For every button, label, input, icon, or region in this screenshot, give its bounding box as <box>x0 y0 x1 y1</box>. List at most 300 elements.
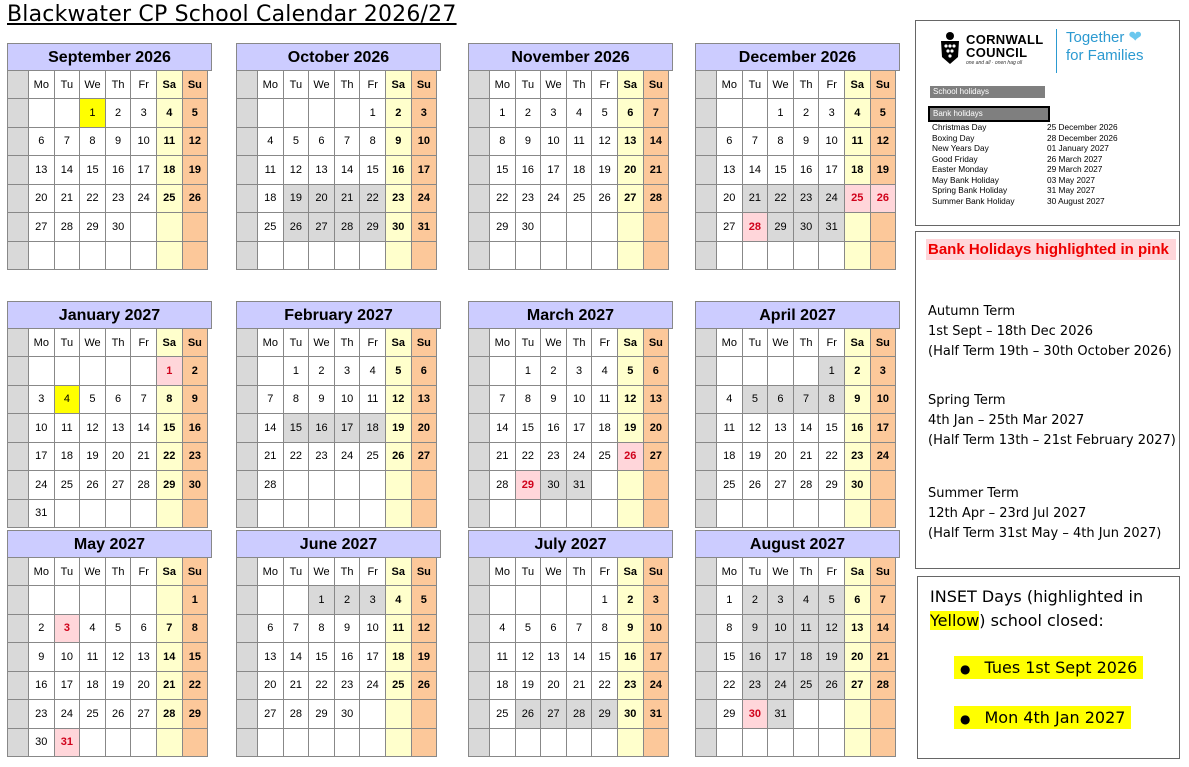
day-cell: 22 <box>157 443 183 472</box>
inset-title-a: INSET Days <box>930 587 1022 606</box>
weekday-label: Su <box>183 329 209 357</box>
empty-day-cell <box>309 471 335 500</box>
day-cell: 20 <box>644 414 670 443</box>
day-cell: 27 <box>768 471 794 500</box>
bank-holiday-date: 28 December 2026 <box>1047 132 1118 143</box>
day-cell: 27 <box>29 213 55 242</box>
day-cell: 22 <box>80 185 106 214</box>
weekday-label: Fr <box>592 558 618 586</box>
day-cell: 28 <box>567 700 593 729</box>
empty-day-cell <box>157 213 183 242</box>
empty-day-cell <box>490 729 516 758</box>
empty-day-cell <box>106 586 132 615</box>
day-cell: 10 <box>131 128 157 157</box>
week-number-cell <box>8 586 29 615</box>
day-cell: 7 <box>871 586 897 615</box>
day-cell: 24 <box>541 185 567 214</box>
day-cell: 26 <box>412 672 438 701</box>
week-number-cell <box>469 71 490 99</box>
heart-icon: ❤ <box>1128 29 1142 46</box>
day-cell: 31 <box>55 729 81 758</box>
weekday-label: Mo <box>490 329 516 357</box>
weekday-label: Mo <box>490 71 516 99</box>
day-cell: 24 <box>819 185 845 214</box>
day-cell: 14 <box>335 156 361 185</box>
tff-line2: for Families <box>1066 47 1144 64</box>
day-cell: 27 <box>106 471 132 500</box>
empty-day-cell <box>29 99 55 128</box>
inset-title-c: Yellow <box>930 611 980 630</box>
day-cell: 19 <box>516 672 542 701</box>
day-cell: 19 <box>871 156 897 185</box>
day-cell: 11 <box>258 156 284 185</box>
day-cell: 2 <box>309 357 335 386</box>
week-number-cell <box>8 672 29 701</box>
weekday-label: Mo <box>29 329 55 357</box>
day-cell: 31 <box>768 700 794 729</box>
day-cell: 25 <box>717 471 743 500</box>
empty-day-cell <box>183 500 209 529</box>
day-cell: 22 <box>490 185 516 214</box>
empty-day-cell <box>541 729 567 758</box>
day-cell: 25 <box>80 700 106 729</box>
day-cell: 6 <box>644 357 670 386</box>
day-cell: 8 <box>183 615 209 644</box>
day-cell: 22 <box>360 185 386 214</box>
day-cell: 17 <box>29 443 55 472</box>
day-cell: 15 <box>284 414 310 443</box>
day-cell: 3 <box>131 99 157 128</box>
day-cell: 7 <box>131 386 157 415</box>
weekday-label: Su <box>644 329 670 357</box>
day-cell: 24 <box>131 185 157 214</box>
bank-holidays-label: Bank holidays <box>930 108 1048 120</box>
day-cell: 2 <box>29 615 55 644</box>
week-number-cell <box>237 672 258 701</box>
day-cell: 9 <box>309 386 335 415</box>
empty-day-cell <box>157 586 183 615</box>
weekday-label: Tu <box>516 558 542 586</box>
day-cell: 15 <box>157 414 183 443</box>
day-cell: 5 <box>592 99 618 128</box>
empty-day-cell <box>516 242 542 271</box>
day-cell: 22 <box>309 672 335 701</box>
month-calendar <box>468 301 673 528</box>
day-cell: 24 <box>644 672 670 701</box>
week-number-cell <box>696 213 717 242</box>
day-cell: 21 <box>490 443 516 472</box>
weekday-label: Th <box>106 329 132 357</box>
bank-holiday-panel <box>915 20 1180 226</box>
month-calendar <box>695 530 900 757</box>
empty-day-cell <box>106 729 132 758</box>
day-cell: 21 <box>644 156 670 185</box>
empty-day-cell <box>412 500 438 529</box>
day-cell: 20 <box>309 185 335 214</box>
empty-day-cell <box>794 729 820 758</box>
inset-day-text: Tues 1st Sept 2026 <box>984 658 1138 677</box>
empty-day-cell <box>284 500 310 529</box>
day-cell: 18 <box>258 185 284 214</box>
day-cell: 8 <box>717 615 743 644</box>
weekday-label: Tu <box>284 329 310 357</box>
day-cell: 15 <box>516 414 542 443</box>
empty-day-cell <box>819 242 845 271</box>
day-cell: 1 <box>80 99 106 128</box>
day-cell: 8 <box>360 128 386 157</box>
weekday-label: Sa <box>845 558 871 586</box>
empty-day-cell <box>768 729 794 758</box>
day-cell: 7 <box>284 615 310 644</box>
day-cell: 9 <box>743 615 769 644</box>
day-cell: 14 <box>157 643 183 672</box>
empty-day-cell <box>386 500 412 529</box>
day-cell: 17 <box>55 672 81 701</box>
empty-day-cell <box>871 471 897 500</box>
day-cell: 25 <box>592 443 618 472</box>
week-number-cell <box>696 329 717 357</box>
day-cell: 4 <box>490 615 516 644</box>
day-cell: 27 <box>131 700 157 729</box>
day-cell: 14 <box>567 643 593 672</box>
week-number-cell <box>8 643 29 672</box>
day-cell: 16 <box>309 414 335 443</box>
day-cell: 1 <box>284 357 310 386</box>
day-cell: 12 <box>618 386 644 415</box>
week-number-cell <box>696 185 717 214</box>
week-number-cell <box>237 729 258 758</box>
day-cell: 17 <box>644 643 670 672</box>
day-cell: 19 <box>284 185 310 214</box>
day-cell: 5 <box>80 386 106 415</box>
day-cell: 19 <box>106 672 132 701</box>
day-cell: 10 <box>412 128 438 157</box>
empty-day-cell <box>516 500 542 529</box>
day-cell: 12 <box>743 414 769 443</box>
week-number-cell <box>8 558 29 586</box>
day-cell: 18 <box>386 643 412 672</box>
day-cell: 3 <box>335 357 361 386</box>
day-cell: 24 <box>567 443 593 472</box>
empty-day-cell <box>55 242 81 271</box>
empty-day-cell <box>386 729 412 758</box>
empty-day-cell <box>490 242 516 271</box>
day-cell: 21 <box>157 672 183 701</box>
empty-day-cell <box>794 500 820 529</box>
day-cell: 3 <box>412 99 438 128</box>
day-cell: 30 <box>335 700 361 729</box>
day-cell: 26 <box>819 672 845 701</box>
inset-day-item <box>954 706 1131 729</box>
weekday-label: We <box>541 558 567 586</box>
day-cell: 12 <box>386 386 412 415</box>
bank-holiday-name: Easter Monday <box>932 164 988 174</box>
day-cell: 28 <box>490 471 516 500</box>
empty-day-cell <box>335 99 361 128</box>
empty-day-cell <box>183 242 209 271</box>
day-cell: 10 <box>335 386 361 415</box>
week-number-cell <box>696 500 717 529</box>
day-cell: 24 <box>29 471 55 500</box>
day-cell: 24 <box>768 672 794 701</box>
empty-day-cell <box>794 242 820 271</box>
weekday-label: Tu <box>55 329 81 357</box>
day-cell: 23 <box>335 672 361 701</box>
weekday-label: Tu <box>284 71 310 99</box>
month-calendar <box>695 301 900 528</box>
day-cell: 10 <box>567 386 593 415</box>
day-cell: 18 <box>360 414 386 443</box>
empty-day-cell <box>258 99 284 128</box>
day-cell: 6 <box>106 386 132 415</box>
term-dates: 1st Sept – 18th Dec 2026 <box>928 324 1094 339</box>
week-number-cell <box>237 156 258 185</box>
empty-day-cell <box>618 471 644 500</box>
day-cell: 1 <box>490 99 516 128</box>
day-cell: 31 <box>29 500 55 529</box>
month-calendar <box>236 301 441 528</box>
day-cell: 14 <box>794 414 820 443</box>
inset-title <box>930 585 1175 633</box>
empty-day-cell <box>644 213 670 242</box>
day-cell: 26 <box>592 185 618 214</box>
empty-day-cell <box>386 242 412 271</box>
day-cell: 20 <box>258 672 284 701</box>
week-number-cell <box>469 615 490 644</box>
day-cell: 8 <box>80 128 106 157</box>
empty-day-cell <box>490 357 516 386</box>
empty-day-cell <box>717 242 743 271</box>
month-title: December 2026 <box>695 43 900 71</box>
empty-day-cell <box>360 500 386 529</box>
week-number-cell <box>237 615 258 644</box>
day-cell: 26 <box>516 700 542 729</box>
month-calendar <box>695 43 900 270</box>
day-cell: 9 <box>794 128 820 157</box>
day-cell: 21 <box>258 443 284 472</box>
week-number-cell <box>696 443 717 472</box>
day-cell: 14 <box>258 414 284 443</box>
empty-day-cell <box>360 700 386 729</box>
empty-day-cell <box>55 357 81 386</box>
term-name: Autumn Term <box>928 304 1016 319</box>
weekday-label: Tu <box>55 71 81 99</box>
empty-day-cell <box>717 500 743 529</box>
empty-day-cell <box>567 242 593 271</box>
week-number-cell <box>696 672 717 701</box>
day-cell: 9 <box>516 128 542 157</box>
day-cell: 16 <box>386 156 412 185</box>
day-cell: 20 <box>845 643 871 672</box>
day-cell: 17 <box>335 414 361 443</box>
day-cell: 15 <box>592 643 618 672</box>
week-number-cell <box>469 213 490 242</box>
day-cell: 7 <box>644 99 670 128</box>
week-number-cell <box>469 357 490 386</box>
day-cell: 24 <box>360 672 386 701</box>
day-cell: 15 <box>309 643 335 672</box>
day-cell: 20 <box>618 156 644 185</box>
day-cell: 12 <box>592 128 618 157</box>
day-cell: 3 <box>567 357 593 386</box>
empty-day-cell <box>516 586 542 615</box>
day-cell: 28 <box>131 471 157 500</box>
day-cell: 25 <box>490 700 516 729</box>
weekday-label: We <box>541 71 567 99</box>
day-cell: 29 <box>157 471 183 500</box>
day-cell: 17 <box>871 414 897 443</box>
day-cell: 30 <box>618 700 644 729</box>
day-cell: 10 <box>644 615 670 644</box>
empty-day-cell <box>644 471 670 500</box>
day-cell: 27 <box>258 700 284 729</box>
day-cell: 18 <box>567 156 593 185</box>
week-number-cell <box>469 672 490 701</box>
day-cell: 2 <box>541 357 567 386</box>
day-cell: 7 <box>743 128 769 157</box>
day-cell: 4 <box>794 586 820 615</box>
weekday-label: Sa <box>845 329 871 357</box>
day-cell: 27 <box>845 672 871 701</box>
weekday-label: Th <box>794 329 820 357</box>
week-number-cell <box>696 586 717 615</box>
weekday-label: Mo <box>258 71 284 99</box>
day-cell: 14 <box>644 128 670 157</box>
day-cell: 30 <box>29 729 55 758</box>
day-cell: 4 <box>592 357 618 386</box>
empty-day-cell <box>743 357 769 386</box>
bank-holiday-row <box>932 122 1172 133</box>
weekday-label: Sa <box>618 71 644 99</box>
day-cell: 18 <box>845 156 871 185</box>
weekday-label: Mo <box>490 558 516 586</box>
day-cell: 28 <box>157 700 183 729</box>
weekday-label: Th <box>335 329 361 357</box>
week-number-cell <box>696 156 717 185</box>
weekday-label: Sa <box>845 71 871 99</box>
day-cell: 11 <box>845 128 871 157</box>
day-cell: 29 <box>768 213 794 242</box>
weekday-label: Tu <box>743 329 769 357</box>
weekday-label: Mo <box>258 329 284 357</box>
empty-day-cell <box>258 500 284 529</box>
empty-day-cell <box>819 729 845 758</box>
empty-day-cell <box>768 242 794 271</box>
weekday-label: Fr <box>592 329 618 357</box>
empty-day-cell <box>541 500 567 529</box>
week-number-cell <box>469 386 490 415</box>
day-cell: 5 <box>284 128 310 157</box>
month-calendar <box>7 301 212 528</box>
day-cell: 20 <box>717 185 743 214</box>
day-cell: 28 <box>55 213 81 242</box>
day-cell: 22 <box>516 443 542 472</box>
day-cell: 29 <box>592 700 618 729</box>
empty-day-cell <box>360 729 386 758</box>
bank-holiday-name: Boxing Day <box>932 132 975 143</box>
week-number-cell <box>237 185 258 214</box>
council-name-line1: CORNWALL <box>966 32 1044 47</box>
day-cell: 22 <box>717 672 743 701</box>
day-cell: 29 <box>183 700 209 729</box>
day-cell: 22 <box>592 672 618 701</box>
weekday-label: Su <box>871 329 897 357</box>
term-name: Summer Term <box>928 486 1019 501</box>
bank-holiday-date: 31 May 2027 <box>1047 185 1095 195</box>
empty-day-cell <box>386 471 412 500</box>
bank-holiday-name: Summer Bank Holiday <box>932 195 1015 206</box>
day-cell: 15 <box>490 156 516 185</box>
month-calendar <box>468 43 673 270</box>
week-number-cell <box>8 71 29 99</box>
month-calendar <box>236 43 441 270</box>
day-cell: 23 <box>516 185 542 214</box>
day-cell: 13 <box>309 156 335 185</box>
day-cell: 13 <box>131 643 157 672</box>
weekday-label: Mo <box>717 329 743 357</box>
empty-day-cell <box>335 242 361 271</box>
day-cell: 15 <box>360 156 386 185</box>
day-cell: 29 <box>360 213 386 242</box>
empty-day-cell <box>618 500 644 529</box>
empty-day-cell <box>106 357 132 386</box>
day-cell: 23 <box>309 443 335 472</box>
autumn-term <box>928 302 1172 362</box>
week-number-cell <box>8 357 29 386</box>
day-cell: 26 <box>618 443 644 472</box>
weekday-label: Tu <box>743 71 769 99</box>
weekday-label: We <box>309 558 335 586</box>
empty-day-cell <box>360 471 386 500</box>
month-title: August 2027 <box>695 530 900 558</box>
day-cell: 16 <box>794 156 820 185</box>
weekday-label: Fr <box>819 71 845 99</box>
empty-day-cell <box>618 242 644 271</box>
empty-day-cell <box>567 500 593 529</box>
week-number-cell <box>237 471 258 500</box>
empty-day-cell <box>309 729 335 758</box>
bank-holiday-row <box>932 196 1172 207</box>
week-number-cell <box>469 471 490 500</box>
weekday-label: Th <box>106 558 132 586</box>
month-title: February 2027 <box>236 301 441 329</box>
week-number-cell <box>8 329 29 357</box>
empty-day-cell <box>131 213 157 242</box>
day-cell: 26 <box>386 443 412 472</box>
day-cell: 19 <box>386 414 412 443</box>
day-cell: 16 <box>618 643 644 672</box>
weekday-label: We <box>541 329 567 357</box>
day-cell: 23 <box>386 185 412 214</box>
month-title: June 2027 <box>236 530 441 558</box>
week-number-cell <box>8 99 29 128</box>
week-number-cell <box>8 185 29 214</box>
day-cell: 22 <box>768 185 794 214</box>
day-cell: 26 <box>80 471 106 500</box>
day-cell: 12 <box>183 128 209 157</box>
weekday-label: Tu <box>743 558 769 586</box>
council-tagline: one and all · onen hag oll <box>966 60 1023 66</box>
day-cell: 5 <box>386 357 412 386</box>
empty-day-cell <box>131 357 157 386</box>
bank-holiday-date: 26 March 2027 <box>1047 153 1103 164</box>
inset-title-d: ) school closed: <box>979 611 1104 630</box>
empty-day-cell <box>335 500 361 529</box>
week-number-cell <box>696 71 717 99</box>
bank-holiday-date: 29 March 2027 <box>1047 164 1103 174</box>
day-cell: 10 <box>819 128 845 157</box>
day-cell: 14 <box>743 156 769 185</box>
